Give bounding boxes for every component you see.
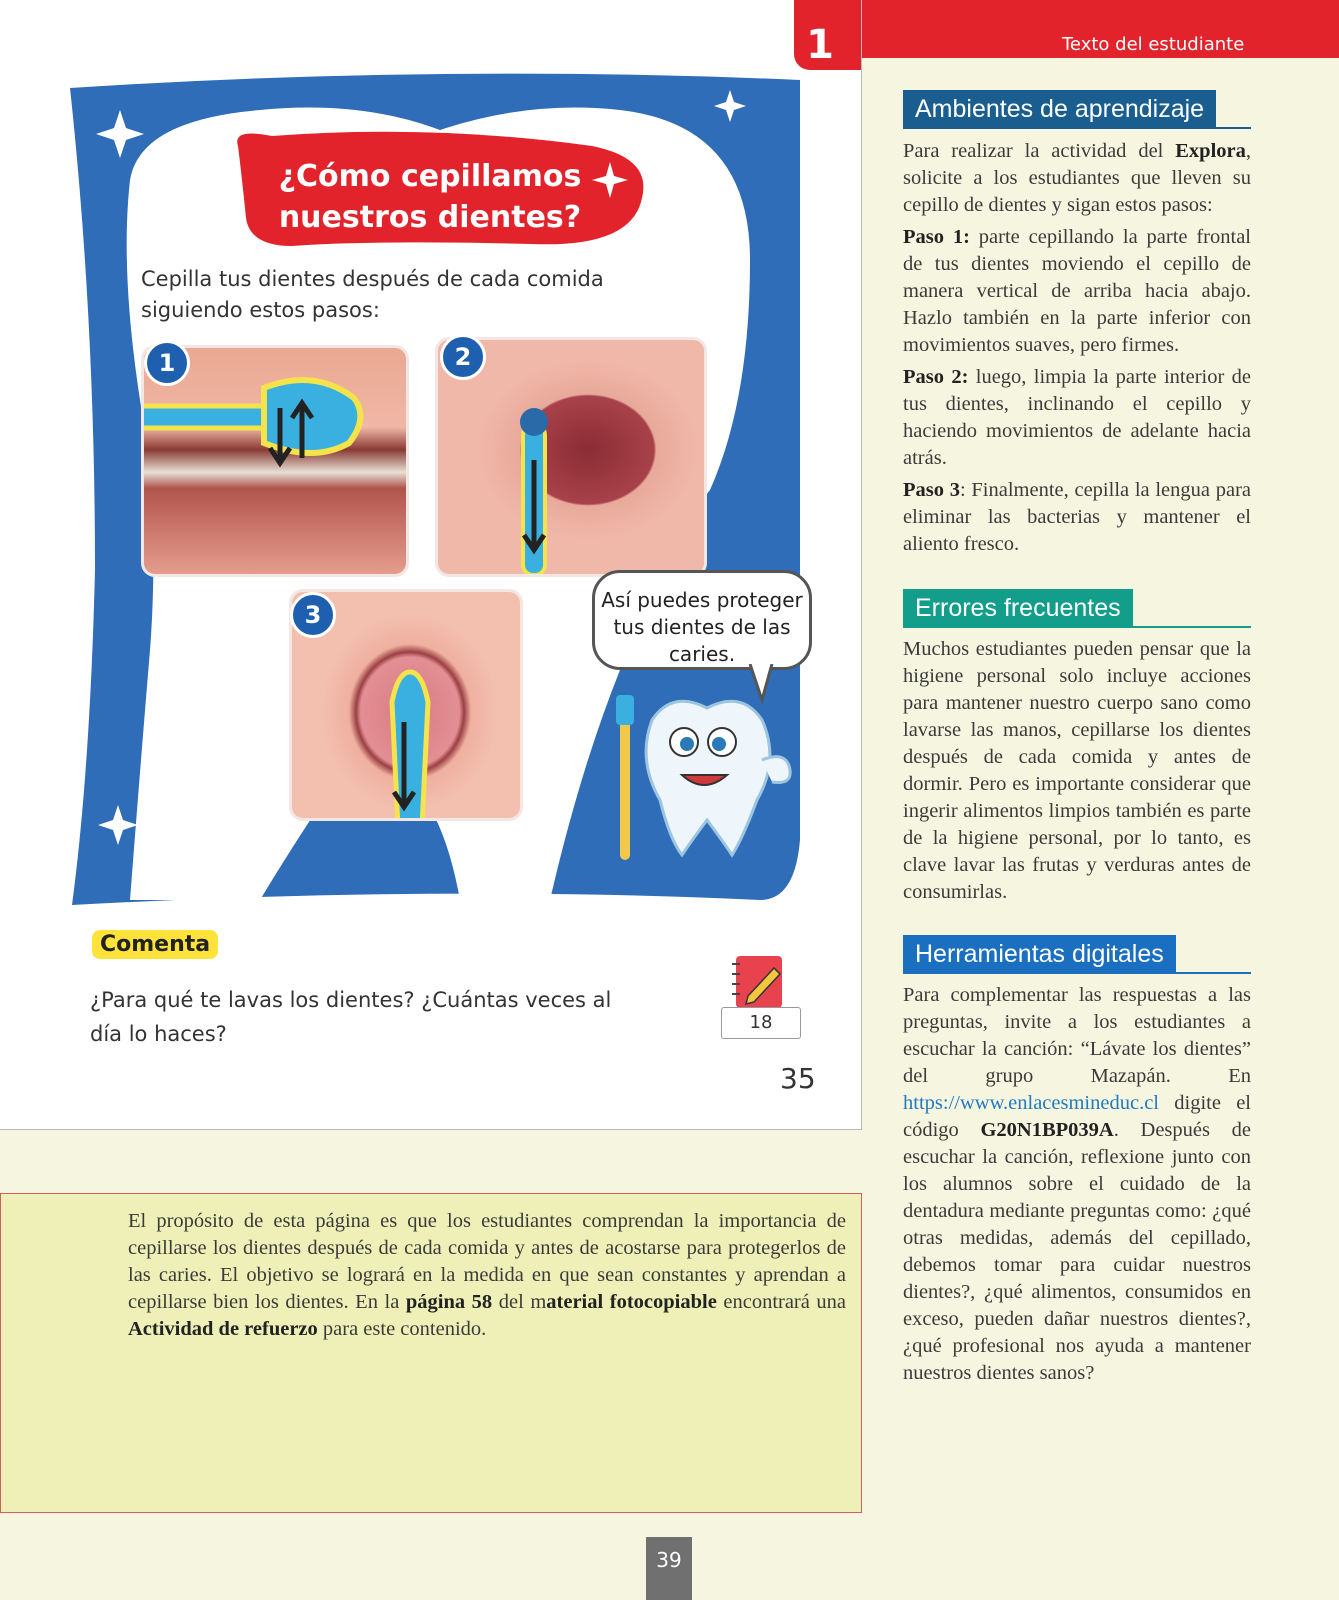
- tooth-mascot-icon: [612, 690, 812, 870]
- section-errores-title: Errores frecuentes: [903, 589, 1133, 627]
- purpose-bold-activity: Actividad de refuerzo: [128, 1318, 318, 1340]
- purpose-text-a: El propósito de esta página es que los estudiantes comprendan la importancia de cepillarse los dientes después de cada comida y antes de acostarse para protegerlos de las caries. El objetivo se logrará en la medida en que sean constantes y aprendan a cepillarse bien los dientes. En la: [128, 1210, 846, 1313]
- purpose-box: [0, 1193, 862, 1513]
- ambientes-intro-a: Para realizar la actividad del: [903, 140, 1176, 162]
- section-ambientes-body: [903, 138, 1251, 563]
- purpose-text-c: encontrará una: [716, 1291, 847, 1313]
- title-line-2: nuestros dientes?: [278, 200, 582, 235]
- section-errores-body: [903, 636, 1251, 911]
- step-1-text: parte cepillando la parte frontal de tus dientes moviendo el cepillo de manera vertical de arriba hacia abajo. Hazlo también en la parte inferior con movimientos suaves, pero firmes.: [903, 226, 1251, 356]
- herramientas-text-b: digite el código: [903, 1092, 1251, 1141]
- step-3-badge: 3: [290, 592, 336, 638]
- intro-line-2: siguiendo estos pasos:: [141, 298, 380, 322]
- step-3-text: : Finalmente, cepilla la lengua para eliminar las bacterias y mantener el aliento fresco.: [903, 479, 1252, 555]
- step-2-badge: 2: [440, 334, 486, 380]
- purpose-bold-material: aterial fotocopiable: [546, 1291, 717, 1313]
- purpose-text-b: del m: [492, 1291, 547, 1313]
- herramientas-text-a: Para complementar las respuestas a las preguntas, invite a los estudiantes a escuchar la canción: “Lávate los dientes” del grupo Mazapán. En: [903, 984, 1251, 1087]
- purpose-text: [128, 1208, 846, 1343]
- bubble-line-2: tus dientes de las: [613, 615, 791, 639]
- section-ambientes-underline: [903, 127, 1251, 129]
- step-1-badge: 1: [144, 340, 190, 386]
- step-2-label: Paso 2:: [903, 366, 969, 388]
- step-3-label: Paso 3: [903, 479, 960, 501]
- header-label: Texto del estudiante: [1062, 34, 1245, 55]
- notebook-pencil-icon: [730, 952, 790, 1014]
- herramientas-text-c: . Después de escuchar la canción, reflexione junto con los alumnos sobre el cuidado de la dentadura mediante preguntas como: ¿qué otras medidas, además del cepillado, debemos tomar para cuidar nuestros dientes?, ¿qué alimentos, consumidos en exceso, pueden dañar nuestros dientes?, ¿qué profesional nos ayuda a mantener nuestros dientes sanos?: [903, 1119, 1251, 1384]
- title-line-1: ¿Cómo cepillamos: [278, 159, 582, 194]
- comenta-label: Comenta: [92, 930, 218, 959]
- errores-text: Muchos estudiantes pueden pensar que la higiene personal solo incluye acciones para mantener nuestro cuerpo sano como lavarse las manos, cepillarse los dientes después de cada comida y antes de dormir. Pero es importante considerar que ingerir alimentos limpios también es parte de la higiene personal, por lo tanto, es clave lavar las frutas y verduras antes de consumirlas.: [903, 638, 1251, 903]
- purpose-bold-page: página 58: [405, 1291, 493, 1313]
- page-title: [250, 156, 610, 238]
- herramientas-code: G20N1BP039A: [980, 1119, 1114, 1141]
- student-page-number: 35: [780, 1062, 816, 1095]
- section-herramientas-title: Herramientas digitales: [903, 935, 1176, 973]
- herramientas-text: [903, 982, 1251, 1387]
- section-errores-underline: [903, 626, 1251, 628]
- intro-line-1: Cepilla tus dientes después de cada comida: [141, 267, 604, 291]
- ambientes-step-3: [903, 477, 1251, 558]
- section-ambientes-title: Ambientes de aprendizaje: [903, 90, 1216, 128]
- ambientes-step-2: [903, 364, 1251, 472]
- question-line-1: ¿Para qué te lavas los dientes? ¿Cuántas veces al: [90, 988, 612, 1012]
- unit-number: 1: [806, 22, 834, 68]
- step-2-text: luego, limpia la parte interior de tus dientes, inclinando el cepillo y haciendo movimientos de adelante hacia atrás.: [903, 366, 1251, 469]
- ambientes-intro-bold: Explora: [1175, 140, 1246, 162]
- ambientes-intro: [903, 138, 1251, 219]
- notebook-page-box: 18: [721, 1007, 801, 1039]
- enlaces-link[interactable]: https://www.enlacesmineduc.cl: [903, 1092, 1159, 1114]
- page-number: 39: [646, 1537, 692, 1600]
- section-herramientas-underline: [903, 972, 1251, 974]
- toothbrush-inside-icon: [438, 340, 707, 577]
- section-herramientas-body: [903, 982, 1251, 1392]
- intro-text: [141, 264, 621, 326]
- step-1-label: Paso 1:: [903, 226, 970, 248]
- purpose-text-d: para este contenido.: [317, 1318, 487, 1340]
- student-page: [0, 0, 862, 1130]
- bubble-line-3: caries.: [668, 642, 736, 666]
- speech-bubble: [592, 570, 812, 670]
- ambientes-step-1: [903, 224, 1251, 359]
- ambientes-intro-b: , solicite a los estudiantes que lleven su cepillo de dientes y sigan estos pasos:: [903, 140, 1251, 216]
- toothbrush-front-icon: [144, 348, 409, 577]
- comenta-question: [90, 983, 710, 1051]
- bubble-line-1: Así puedes proteger: [601, 588, 803, 612]
- question-line-2: día lo haces?: [90, 1022, 227, 1046]
